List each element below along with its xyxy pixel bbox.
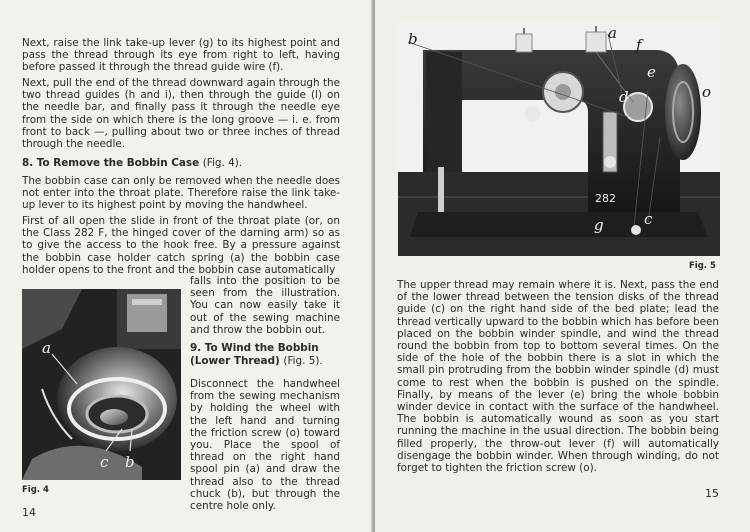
fig5-label-d: d — [619, 88, 629, 106]
section-9-title: 9. To Wind the Bobbin (Lower Thread) — [190, 342, 319, 367]
section-9-heading — [190, 342, 342, 367]
figure-4-caption: Fig. 4 — [22, 485, 49, 495]
fig4-label-c: c — [100, 453, 109, 471]
page-number-right: 15 — [705, 487, 719, 500]
paragraph-wind-bobbin: Disconnect the handwheel from the sewing mechanism by holding the wheel with the left hand and turning the friction screw (o) toward you. Place the spool of thread on the right hand spool pin (a) and draw the thread also to the thread chuck (b), but through the centre hole only. — [190, 378, 340, 513]
fig5-label-o: o — [702, 83, 712, 101]
right-page — [375, 0, 750, 532]
fig5-label-c: c — [644, 210, 653, 228]
fig4-label-b: b — [125, 453, 135, 471]
bobbin-case-illustration — [22, 289, 181, 480]
paragraph-bobbin-falls: falls into the position to be seen from the illustration. You can now easily take it out of the sewing machine and throw the bobbin out. — [190, 275, 340, 336]
paragraph-take-up-lever: Next, raise the link take-up lever (g) to its highest point and pass the thread through its eye from right to left, having before passed it through the thread guide wire (f). — [22, 37, 340, 74]
section-8-heading — [22, 157, 242, 169]
paragraph-open-slide: First of all open the slide in front of the throat plate (or, on the Class 282 F, the hinged cover of the darning arm) so as to give the access to the hook free. By a pressure against the bobbin case holder catch spring (a) the bobbin case holder opens to the front and the bobbin case automatically — [22, 215, 340, 276]
fig5-label-e: e — [647, 63, 656, 81]
page-number-left: 14 — [22, 506, 36, 519]
paragraph-thread-guides: Next, pull the end of the thread downward again through the two thread guides (h and i), then through the guide (l) on the needle bar, and finally pass it through the needle eye from the side on which there is the long groove — i. e. from front to back —, pulling about two or three inches of thread through the needle. — [22, 77, 340, 151]
left-page — [0, 0, 373, 532]
figure-4-photo — [22, 289, 181, 480]
fig5-label-f: f — [636, 36, 642, 54]
figure-5-caption: Fig. 5 — [689, 261, 716, 271]
fig5-class-number: 282 — [595, 192, 616, 205]
paragraph-lower-thread: The upper thread may remain where it is. Next, pass the end of the lower thread between the tension disks of the thread guide (c) on the right hand side of the bed plate; lead the thread vertically upward to the bobbin which has before been placed on the bobbin winder spindle, and wind the thread round the bobbin from top to bottom several times. On the side of the hole of the bobbin there is a slot in which the small pin protruding from the bobbin winder spindle (d) must come to rest when the bobbin is pushed on the spindle. Finally, by means of the lever (e) bring the whole bobbin winder device in contact with the surface of the handwheel. The bobbin is automatically wound as soon as you start running the machine in the usual direction. The bobbin being filled properly, the throw-out lever (f) will automatically disengage the bobbin winder. When through winding, do not forget to tighten the friction screw (o). — [397, 279, 719, 475]
fig4-label-a: a — [42, 339, 51, 357]
fig5-label-g: g — [594, 216, 604, 234]
figure-5-photo — [398, 22, 720, 256]
paragraph-bobbin-case-removal: The bobbin case can only be removed when the needle does not enter into the throat plate. Therefore raise the link take-up lever to its highest point by moving the handwheel. — [22, 175, 340, 212]
section-8-title: 8. To Remove the Bobbin Case — [22, 157, 200, 169]
section-9-figure-ref: (Fig. 5). — [283, 354, 323, 367]
sewing-machine-illustration — [398, 22, 720, 256]
section-8-figure-ref: (Fig. 4). — [202, 157, 243, 169]
fig5-label-a: a — [608, 24, 617, 42]
fig5-label-b: b — [408, 30, 418, 48]
